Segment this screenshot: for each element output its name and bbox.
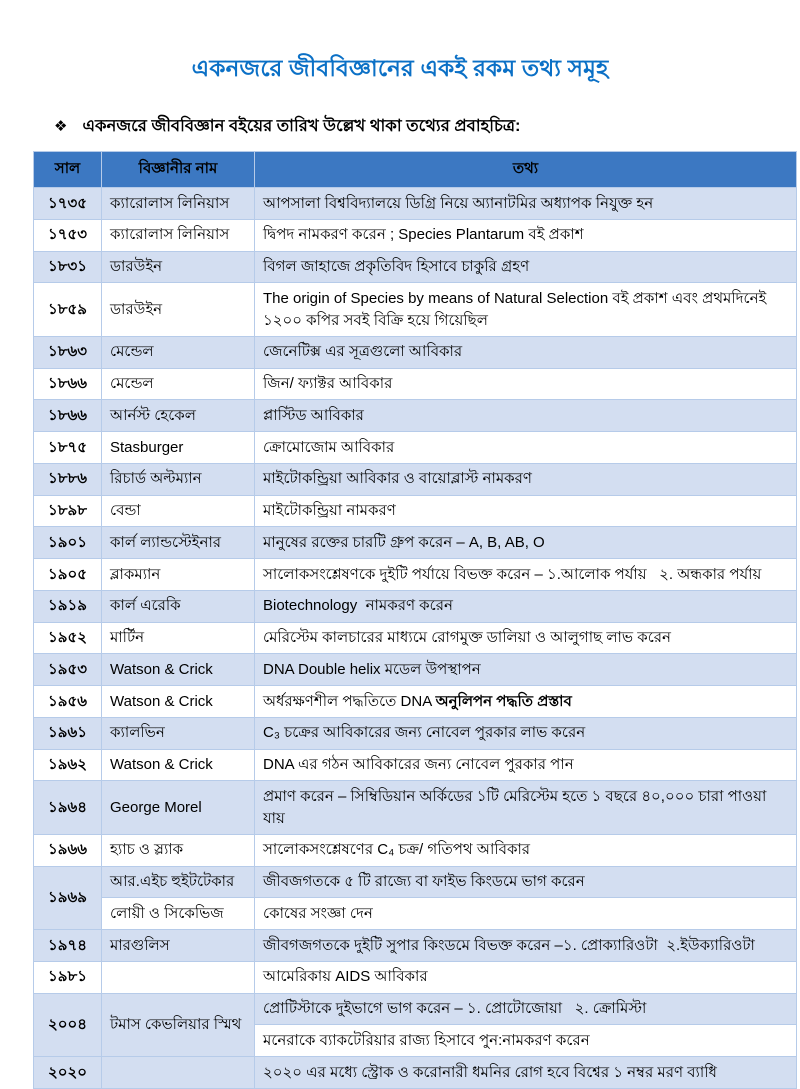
year-cell: ১৭৫৩ bbox=[34, 219, 102, 251]
scientist-cell: Watson & Crick bbox=[102, 654, 255, 686]
page-title: একনজরে জীববিজ্ঞানের একই রকম তথ্য সমূহ bbox=[191, 55, 609, 81]
info-cell: মানুষের রক্তের চারটি গ্রুপ করেন – A, B, AB, O bbox=[255, 527, 797, 559]
year-cell: ১৯০৫ bbox=[34, 559, 102, 591]
info-cell: সালোকসংশ্লেষণকে দুইটি পর্যায়ে বিভক্ত করেন – ১.আলোক পর্যায় ২. অন্ধকার পর্যায় bbox=[255, 559, 797, 591]
table-row bbox=[34, 336, 797, 368]
diamond-bullet-icon: ❖ bbox=[54, 118, 68, 135]
year-cell: ১৯৬২ bbox=[34, 749, 102, 781]
col-header-scientist: বিজ্ঞানীর নাম bbox=[102, 152, 255, 188]
scientist-cell: মেন্ডেল bbox=[102, 336, 255, 368]
info-cell: জীবজগতকে ৫ টি রাজ্যে বা ফাইভ কিংডমে ভাগ করেন bbox=[255, 866, 797, 898]
info-cell: জিন/ ফ্যাক্টর আবিকার bbox=[255, 368, 797, 400]
table-row bbox=[34, 368, 797, 400]
year-cell: ১৯৫২ bbox=[34, 622, 102, 654]
table-header-row bbox=[34, 152, 797, 188]
biology-timeline-table bbox=[33, 151, 797, 1089]
info-cell: মাইটোকন্ড্রিয়া নামকরণ bbox=[255, 495, 797, 527]
year-cell: ১৯৬৬ bbox=[34, 834, 102, 866]
year-cell: ১৮৩১ bbox=[34, 251, 102, 283]
subtitle-text: একনজরে জীববিজ্ঞান বইয়ের তারিখ উল্লেখ থাকা তথ্যের প্রবাহচিত্র: bbox=[82, 117, 521, 135]
info-cell: দ্বিপদ নামকরণ করেন ; Species Plantarum বই প্রকাশ bbox=[255, 219, 797, 251]
info-cell: কোষের সংজ্ঞা দেন bbox=[255, 898, 797, 930]
year-cell: ১৯৭৪ bbox=[34, 930, 102, 962]
col-header-info: তথ্য bbox=[255, 152, 797, 188]
info-cell: DNA Double helix মডেল উপস্থাপন bbox=[255, 654, 797, 686]
table-row bbox=[34, 400, 797, 432]
scientist-cell: হ্যাচ ও স্ল্যাক bbox=[102, 834, 255, 866]
table-row bbox=[34, 495, 797, 527]
info-cell: C₃ চক্রের আবিকারের জন্য নোবেল পুরকার লাভ করেন bbox=[255, 717, 797, 749]
year-cell: ১৯৮১ bbox=[34, 961, 102, 993]
table-row bbox=[34, 961, 797, 993]
scientist-cell: কার্ল এরেকি bbox=[102, 590, 255, 622]
info-cell: সালোকসংশ্লেষণের C₄ চক্র/ গতিপথ আবিকার bbox=[255, 834, 797, 866]
scientist-cell bbox=[102, 961, 255, 993]
table-row bbox=[34, 622, 797, 654]
year-cell: ২০০৪ bbox=[34, 993, 102, 1057]
table-row bbox=[34, 463, 797, 495]
scientist-cell: ডারউইন bbox=[102, 283, 255, 337]
scientist-cell: Stasburger bbox=[102, 432, 255, 464]
table-row bbox=[34, 283, 797, 337]
scientist-cell: George Morel bbox=[102, 781, 255, 835]
info-cell: মনেরাকে ব্যাকটেরিয়ার রাজ্য হিসাবে পুন:নামকরণ করেন bbox=[255, 1025, 797, 1057]
table-row bbox=[34, 432, 797, 464]
scientist-cell bbox=[102, 1057, 255, 1089]
scientist-cell: ডারউইন bbox=[102, 251, 255, 283]
info-bold-text: অনুলিপন পদ্ধতি প্রস্তাব bbox=[435, 692, 572, 710]
scientist-cell: Watson & Crick bbox=[102, 686, 255, 718]
scientist-cell: টমাস কেভলিয়ার স্মিথ bbox=[102, 993, 255, 1057]
info-cell: মেরিস্টেম কালচারের মাধ্যমে রোগমুক্ত ডালিয়া ও আলুগাছ লাভ করেন bbox=[255, 622, 797, 654]
year-cell: ১৯০১ bbox=[34, 527, 102, 559]
table-row bbox=[34, 866, 797, 898]
info-cell: আপসালা বিশ্ববিদ্যালয়ে ডিগ্রি নিয়ে অ্যানাটমির অধ্যাপক নিযুক্ত হন bbox=[255, 188, 797, 220]
table-row bbox=[34, 686, 797, 718]
info-cell: আমেরিকায় AIDS আবিকার bbox=[255, 961, 797, 993]
year-cell: ১৮৬৬ bbox=[34, 400, 102, 432]
scientist-cell: মার্টিন bbox=[102, 622, 255, 654]
table-row bbox=[34, 251, 797, 283]
table-row bbox=[34, 930, 797, 962]
info-cell: DNA এর গঠন আবিকারের জন্য নোবেল পুরকার পান bbox=[255, 749, 797, 781]
info-cell: বিগল জাহাজে প্রকৃতিবিদ হিসাবে চাকুরি গ্রহণ bbox=[255, 251, 797, 283]
col-header-year: সাল bbox=[34, 152, 102, 188]
scientist-cell: আর্নস্ট হেকেল bbox=[102, 400, 255, 432]
scientist-cell: মারগুলিস bbox=[102, 930, 255, 962]
table-row bbox=[34, 993, 797, 1025]
year-cell: ১৮৭৫ bbox=[34, 432, 102, 464]
info-cell: Biotechnology নামকরণ করেন bbox=[255, 590, 797, 622]
scientist-cell: বেন্ডা bbox=[102, 495, 255, 527]
year-cell: ১৯৬৯ bbox=[34, 866, 102, 930]
year-cell: ১৯৫৩ bbox=[34, 654, 102, 686]
year-cell: ১৯৫৬ bbox=[34, 686, 102, 718]
table-row bbox=[34, 898, 797, 930]
info-cell: জেনেটিক্স এর সূত্রগুলো আবিকার bbox=[255, 336, 797, 368]
scientist-cell: Watson & Crick bbox=[102, 749, 255, 781]
info-cell: The origin of Species by means of Natural Selection বই প্রকাশ এবং প্রথমদিনেই ১২০০ কপির সবই বিক্রি হয়ে গিয়েছিল bbox=[255, 283, 797, 337]
year-cell: ১৮৬৬ bbox=[34, 368, 102, 400]
table-row bbox=[34, 1057, 797, 1089]
scientist-cell: ক্যারোলাস লিনিয়াস bbox=[102, 188, 255, 220]
table-row bbox=[34, 749, 797, 781]
scientist-cell: ক্যালভিন bbox=[102, 717, 255, 749]
year-cell: ১৯৬৪ bbox=[34, 781, 102, 835]
table-row bbox=[34, 188, 797, 220]
table-row bbox=[34, 834, 797, 866]
info-cell: প্লাস্টিড আবিকার bbox=[255, 400, 797, 432]
scientist-cell: মেন্ডেল bbox=[102, 368, 255, 400]
info-cell: ক্রোমোজোম আবিকার bbox=[255, 432, 797, 464]
year-cell: ১৮৫৯ bbox=[34, 283, 102, 337]
table-row bbox=[34, 559, 797, 591]
year-cell: ১৯৬১ bbox=[34, 717, 102, 749]
year-cell: ১৮৬৩ bbox=[34, 336, 102, 368]
info-cell: জীবগজগতকে দুইটি সুপার কিংডমে বিভক্ত করেন –১. প্রোক্যারিওটা ২.ইউক্যারিওটা bbox=[255, 930, 797, 962]
scientist-cell: লোয়ী ও সিকেভিজ bbox=[102, 898, 255, 930]
scientist-cell: আর.এইচ হুইটটেকার bbox=[102, 866, 255, 898]
info-cell: অর্ধরক্ষণশীল পদ্ধতিতে DNA অনুলিপন পদ্ধতি প্রস্তাব bbox=[255, 686, 797, 718]
table-row bbox=[34, 527, 797, 559]
table-row bbox=[34, 590, 797, 622]
year-cell: ১৭৩৫ bbox=[34, 188, 102, 220]
scientist-cell: রিচার্ড অল্টম্যান bbox=[102, 463, 255, 495]
scientist-cell: কার্ল ল্যান্ডস্টেইনার bbox=[102, 527, 255, 559]
scientist-cell: ক্যারোলাস লিনিয়াস bbox=[102, 219, 255, 251]
year-cell: ১৯১৯ bbox=[34, 590, 102, 622]
table-row bbox=[34, 717, 797, 749]
table-row bbox=[34, 219, 797, 251]
table-row bbox=[34, 781, 797, 835]
info-cell: প্রমাণ করেন – সিম্বিডিয়ান অর্কিডের ১টি মেরিস্টেম হতে ১ বছরে ৪০,০০০ চারা পাওয়া যায় bbox=[255, 781, 797, 835]
subtitle bbox=[54, 113, 800, 140]
year-cell: ২০২০ bbox=[34, 1057, 102, 1089]
year-cell: ১৮৯৮ bbox=[34, 495, 102, 527]
info-cell: প্রোটিস্টাকে দুইভাগে ভাগ করেন – ১. প্রোটোজোয়া ২. ক্রোমিস্টা bbox=[255, 993, 797, 1025]
scientist-cell: ব্লাকম্যান bbox=[102, 559, 255, 591]
table-row bbox=[34, 654, 797, 686]
info-cell: ২০২০ এর মধ্যে স্ট্রোক ও করোনারী ধমনির রোগ হবে বিশ্বের ১ নম্বর মরণ ব্যাধি bbox=[255, 1057, 797, 1089]
info-cell: মাইটোকন্ড্রিয়া আবিকার ও বায়োব্লাস্ট নামকরণ bbox=[255, 463, 797, 495]
year-cell: ১৮৮৬ bbox=[34, 463, 102, 495]
